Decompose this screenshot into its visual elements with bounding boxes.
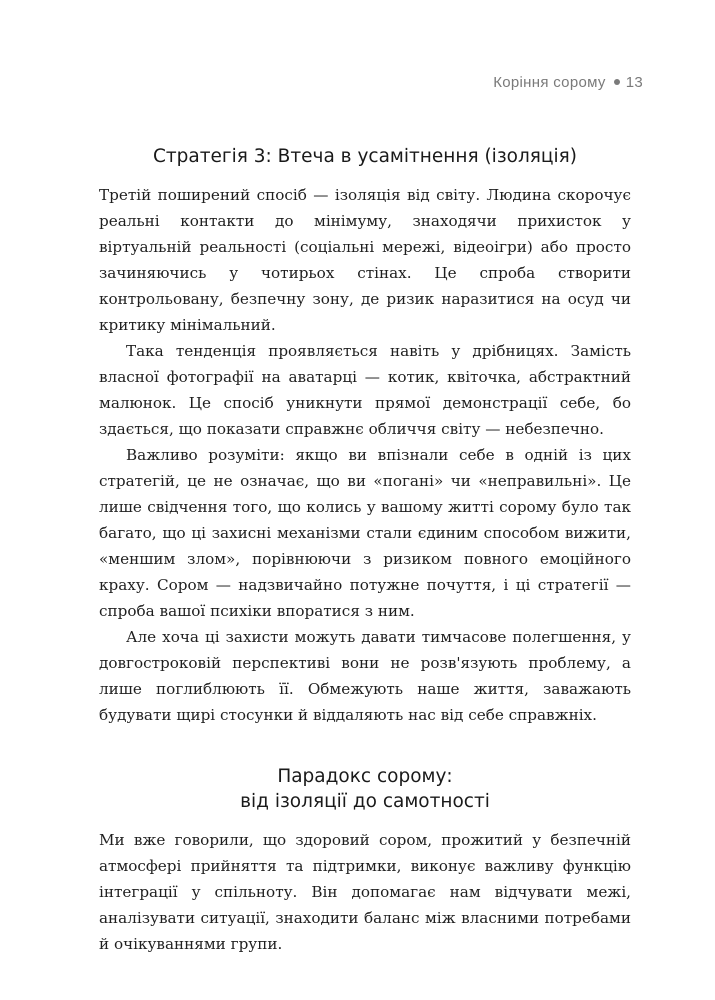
paragraph: Але хоча ці захисти можуть давати тимчасове полегшення, у довгостроковій перспективі вони не розв'язують проблему, а лише поглиблюють її. Обмежують наше життя, заважають будувати щирі стосунки й віддаляють нас від себе справжніх.	[99, 628, 631, 724]
running-header	[493, 74, 643, 91]
chapter-title: Коріння сорому	[493, 74, 606, 91]
paragraph: Така тенденція проявляється навіть у дрібницях. Замість власної фотографії на аватарці — котик, квіточка, абстрактний малюнок. Це спосіб уникнути прямої демонстрації себе, бо здається, що показати справжнє обличчя світу — небезпечно.	[99, 342, 631, 438]
paragraph: Важливо розуміти: якщо ви впізнали себе в одній із цих стратегій, це не означає, що ви «погані» чи «неправильні». Це лише свідчення того, що колись у вашому житті сорому було так багато, що ці захисні механізми стали єдиним способом вижити, «меншим злом», порівнюючи з ризиком повного емоційного краху. Сором — надзвичайно потужне почуття, і ці стратегії — спроба вашої психіки впоратися з ним.	[99, 446, 631, 620]
page-content	[99, 140, 631, 957]
bullet-dot-icon	[614, 79, 620, 85]
page-number: 13	[625, 74, 643, 91]
section-heading-strategy-3: Стратегія 3: Втеча в усамітнення (ізоляція)	[152, 146, 578, 167]
heading-line-2: від ізоляції до самотності	[240, 791, 490, 812]
heading-line-1: Парадокс сорому:	[277, 766, 453, 787]
paragraph: Третій поширений спосіб — ізоляція від світу. Людина скорочує реальні контакти до мінімуму, знаходячи прихисток у віртуальній реальності (соціальні мережі, відеоігри) або просто зачиняючись у чотирьох стінах. Це спроба створити контрольовану, безпечну зону, де ризик наразитися на осуд чи критику мінімальний.	[99, 186, 631, 334]
paragraph: Ми вже говорили, що здоровий сором, прожитий у безпечній атмосфері прийняття та підтримки, виконує важливу функцію інтеграції у спільноту. Він допомагає нам відчувати межі, аналізувати ситуації, знаходити баланс між власними потребами й очікуваннями групи.	[99, 831, 631, 953]
section-heading-paradox	[99, 764, 631, 814]
